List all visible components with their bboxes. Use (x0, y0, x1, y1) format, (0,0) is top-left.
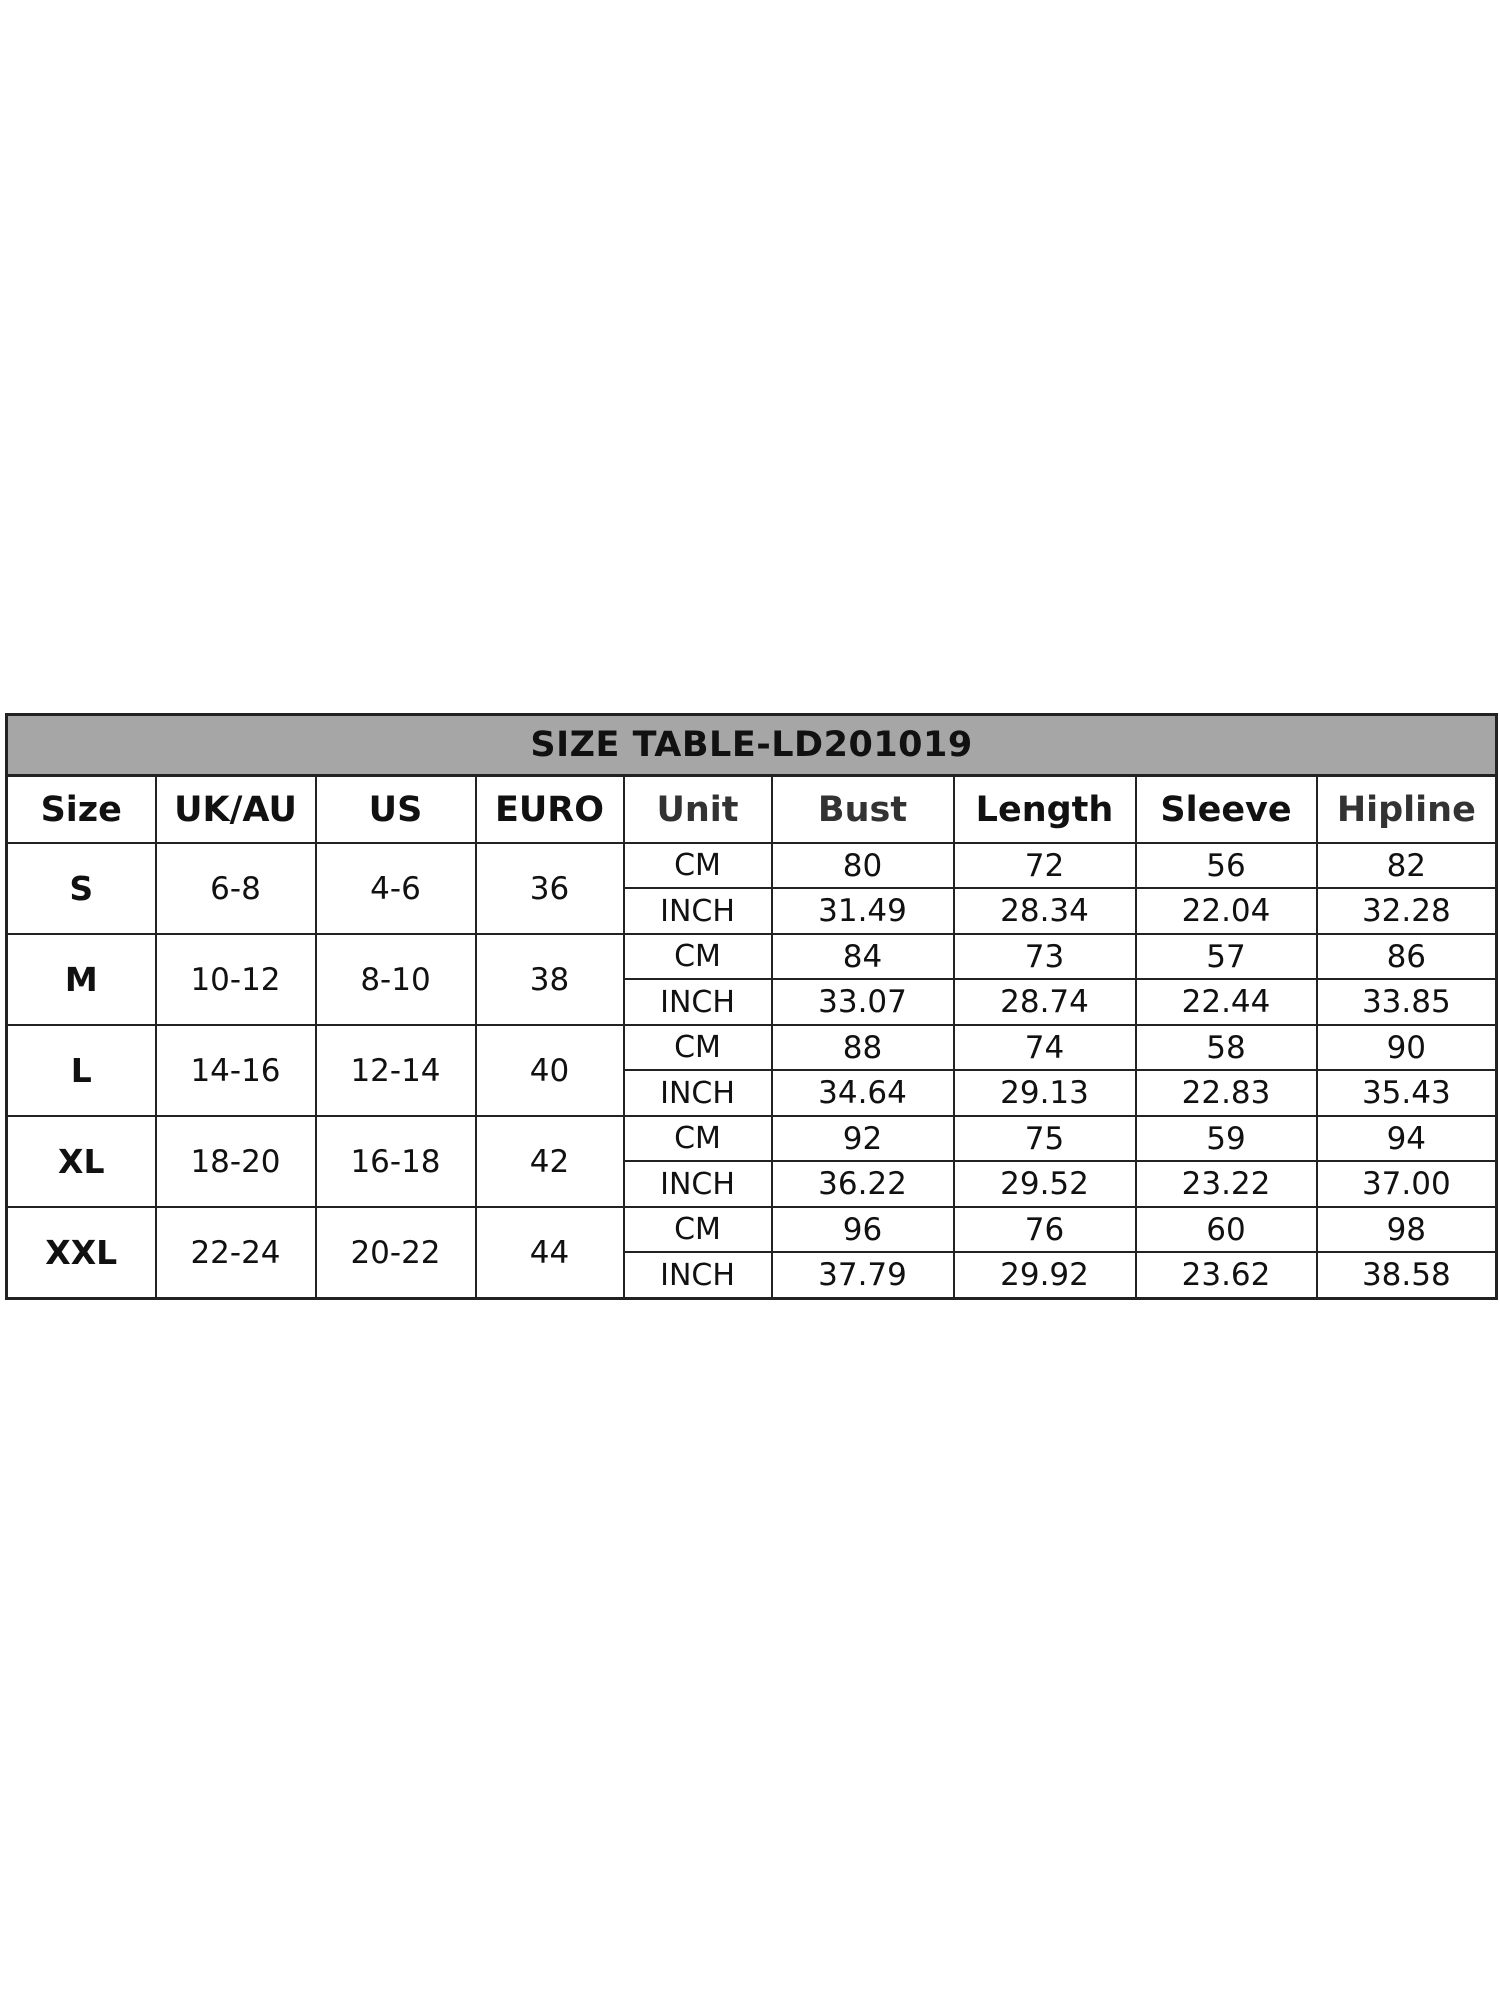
hipline-inch: 38.58 (1317, 1252, 1497, 1299)
us-size: 16-18 (316, 1116, 476, 1207)
length-cm: 76 (954, 1207, 1136, 1252)
table-row (7, 843, 1497, 888)
header-uk-au: UK/AU (156, 776, 316, 844)
header-bust: Bust (772, 776, 954, 844)
uk-au-size: 6-8 (156, 843, 316, 934)
table-row (7, 1207, 1497, 1252)
header-hipline: Hipline (1317, 776, 1497, 844)
unit-cm: CM (624, 1207, 772, 1252)
bust-inch: 31.49 (772, 888, 954, 934)
length-cm: 73 (954, 934, 1136, 979)
unit-inch: INCH (624, 1161, 772, 1207)
size-table (5, 713, 1498, 1300)
euro-size: 44 (476, 1207, 624, 1299)
header-length: Length (954, 776, 1136, 844)
bust-inch: 36.22 (772, 1161, 954, 1207)
hipline-cm: 94 (1317, 1116, 1497, 1161)
unit-cm: CM (624, 843, 772, 888)
uk-au-size: 10-12 (156, 934, 316, 1025)
unit-inch: INCH (624, 1070, 772, 1116)
header-sleeve: Sleeve (1136, 776, 1317, 844)
length-cm: 72 (954, 843, 1136, 888)
hipline-inch: 32.28 (1317, 888, 1497, 934)
sleeve-inch: 22.83 (1136, 1070, 1317, 1116)
bust-cm: 80 (772, 843, 954, 888)
bust-cm: 84 (772, 934, 954, 979)
size-label: M (7, 934, 156, 1025)
sleeve-cm: 59 (1136, 1116, 1317, 1161)
length-inch: 28.34 (954, 888, 1136, 934)
table-title: SIZE TABLE-LD201019 (7, 715, 1497, 776)
hipline-inch: 37.00 (1317, 1161, 1497, 1207)
unit-cm: CM (624, 1116, 772, 1161)
table-body (7, 843, 1497, 1299)
uk-au-size: 14-16 (156, 1025, 316, 1116)
table-row (7, 1116, 1497, 1161)
sleeve-cm: 60 (1136, 1207, 1317, 1252)
us-size: 8-10 (316, 934, 476, 1025)
length-cm: 75 (954, 1116, 1136, 1161)
bust-inch: 33.07 (772, 979, 954, 1025)
hipline-cm: 86 (1317, 934, 1497, 979)
length-inch: 28.74 (954, 979, 1136, 1025)
bust-cm: 96 (772, 1207, 954, 1252)
uk-au-size: 22-24 (156, 1207, 316, 1299)
unit-inch: INCH (624, 1252, 772, 1299)
hipline-inch: 35.43 (1317, 1070, 1497, 1116)
size-label: S (7, 843, 156, 934)
euro-size: 42 (476, 1116, 624, 1207)
header-euro: EURO (476, 776, 624, 844)
us-size: 20-22 (316, 1207, 476, 1299)
size-label: XXL (7, 1207, 156, 1299)
table-row (7, 1025, 1497, 1070)
bust-cm: 88 (772, 1025, 954, 1070)
header-us: US (316, 776, 476, 844)
length-inch: 29.13 (954, 1070, 1136, 1116)
unit-cm: CM (624, 1025, 772, 1070)
title-row (7, 715, 1497, 776)
size-label: XL (7, 1116, 156, 1207)
bust-cm: 92 (772, 1116, 954, 1161)
sleeve-cm: 56 (1136, 843, 1317, 888)
unit-cm: CM (624, 934, 772, 979)
sleeve-cm: 58 (1136, 1025, 1317, 1070)
euro-size: 38 (476, 934, 624, 1025)
header-size: Size (7, 776, 156, 844)
sleeve-inch: 23.62 (1136, 1252, 1317, 1299)
length-cm: 74 (954, 1025, 1136, 1070)
length-inch: 29.92 (954, 1252, 1136, 1299)
header-row (7, 776, 1497, 844)
hipline-cm: 82 (1317, 843, 1497, 888)
bust-inch: 37.79 (772, 1252, 954, 1299)
hipline-cm: 90 (1317, 1025, 1497, 1070)
uk-au-size: 18-20 (156, 1116, 316, 1207)
unit-inch: INCH (624, 888, 772, 934)
unit-inch: INCH (624, 979, 772, 1025)
sleeve-cm: 57 (1136, 934, 1317, 979)
bust-inch: 34.64 (772, 1070, 954, 1116)
hipline-cm: 98 (1317, 1207, 1497, 1252)
hipline-inch: 33.85 (1317, 979, 1497, 1025)
us-size: 12-14 (316, 1025, 476, 1116)
table-row (7, 934, 1497, 979)
euro-size: 36 (476, 843, 624, 934)
sleeve-inch: 22.04 (1136, 888, 1317, 934)
sleeve-inch: 23.22 (1136, 1161, 1317, 1207)
header-unit: Unit (624, 776, 772, 844)
sleeve-inch: 22.44 (1136, 979, 1317, 1025)
euro-size: 40 (476, 1025, 624, 1116)
us-size: 4-6 (316, 843, 476, 934)
length-inch: 29.52 (954, 1161, 1136, 1207)
size-label: L (7, 1025, 156, 1116)
